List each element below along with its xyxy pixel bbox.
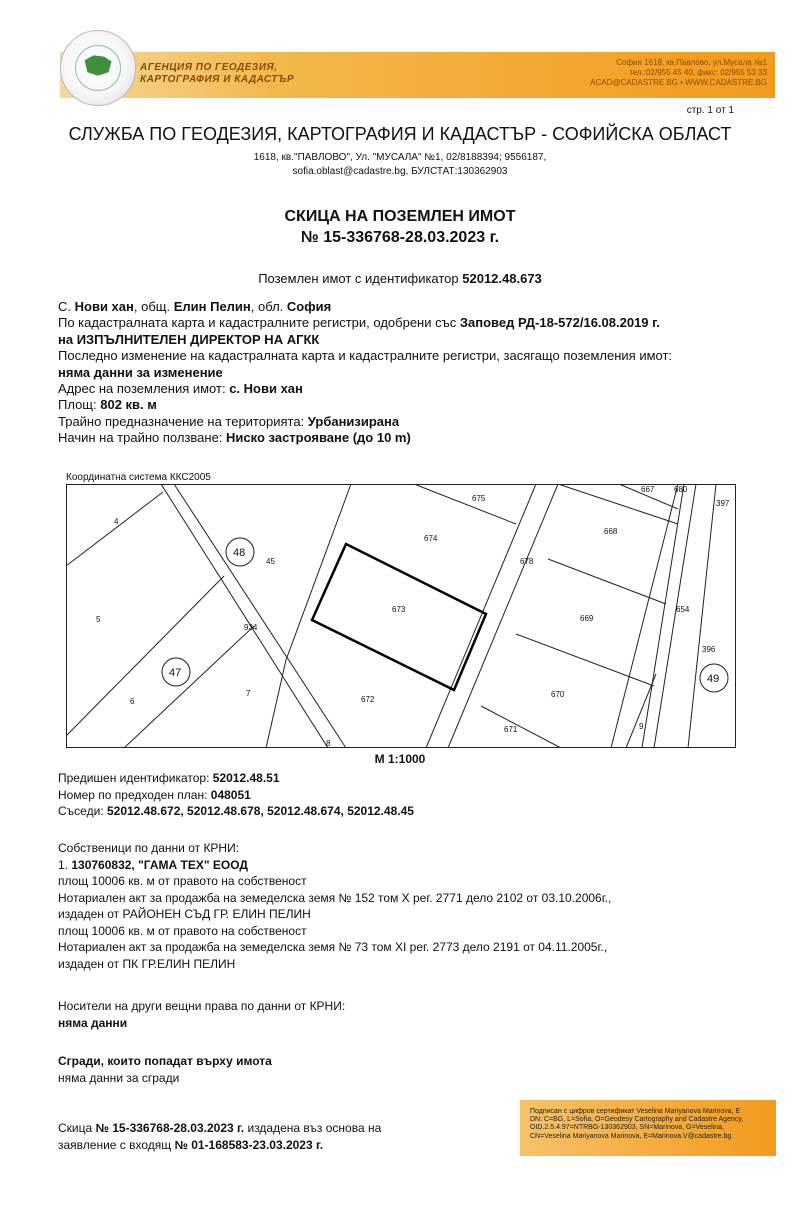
prev-id-line — [58, 770, 414, 787]
other-rights-value: няма данни — [58, 1015, 128, 1030]
parcel-label-396: 396 — [702, 645, 716, 654]
parcel-label-673: 673 — [392, 605, 406, 614]
parcel-line — [558, 484, 678, 524]
neighbors-label: Съседи: — [58, 804, 104, 818]
parcel-line — [626, 674, 656, 748]
purpose-value: Урбанизирана — [307, 413, 400, 429]
municipality-prefix: , общ. — [133, 299, 171, 314]
parcel-label-7: 7 — [246, 689, 251, 698]
order-number: Заповед РД-18-572/16.08.2019 г. — [459, 315, 660, 331]
parcel-label-4: 4 — [114, 517, 119, 526]
owner-value: 130760832, "ГАМА ТЕХ" ЕООД — [71, 857, 248, 872]
address-value: с. Нови хан — [229, 381, 303, 397]
issued-middle: издадена въз основа на — [247, 1121, 382, 1135]
agency-name — [140, 62, 294, 86]
digital-signature — [530, 1108, 770, 1141]
road-678-edge — [426, 484, 536, 748]
cadastral-map-svg — [66, 484, 736, 748]
owner-share-1: площ 10006 кв. м от правото на собственост — [58, 874, 307, 888]
issued-line-1 — [58, 1120, 508, 1137]
owner-deed-2: Нотариален акт за продажба на земеделска земя № 73 том XI рег. 2773 дело 2191 от 04.11.2005г., — [58, 940, 608, 954]
owners-heading: Собственици по данни от КРНИ: — [58, 841, 240, 855]
signature-line-2: DN: C=BG, L=Sofia, O=Geodesy Cartography and Cadastre Agency, — [530, 1116, 744, 1124]
area-value: 802 кв. м — [100, 397, 157, 413]
parcel-line — [414, 484, 516, 524]
purpose-label: Трайно предназначение на територията: — [58, 413, 305, 429]
parcel-label-6: 6 — [130, 697, 135, 706]
agency-name-line2: КАРТОГРАФИЯ И КАДАСТЪР — [140, 74, 295, 85]
last-change-value-line — [58, 365, 748, 381]
parcel-label-680: 680 — [674, 485, 688, 494]
area-line — [58, 397, 748, 413]
usage-label: Начин на трайно ползване: — [58, 430, 223, 446]
property-info — [58, 299, 748, 447]
purpose-line — [58, 414, 748, 430]
owner-share-2: площ 10006 кв. м от правото на собственост — [58, 923, 307, 938]
signature-line-4: CN=Veselina Mariyanova Marinova, E=Marinova.V@cadastre.bg — [530, 1132, 732, 1140]
neighbors-line — [58, 803, 414, 820]
settlement: Нови хан — [74, 299, 134, 314]
municipality: Елин Пелин — [173, 299, 251, 314]
settlement-prefix: С. — [58, 299, 71, 314]
usage-line — [58, 430, 748, 446]
prev-id-value: 52012.48.51 — [212, 771, 280, 785]
road-edge-left — [161, 484, 328, 748]
owner-issuer-1: издаден от РАЙОНЕН СЪД ГР. ЕЛИН ПЕЛИН — [58, 907, 311, 921]
document-number: № 15-336768-28.03.2023 г. — [300, 229, 500, 246]
signature-banner — [520, 1100, 776, 1156]
parcel-line — [66, 576, 224, 736]
parcel-label-675: 675 — [472, 494, 486, 503]
owner-deed-1: Нотариален акт за продажба на земеделска земя № 152 том Х рег. 2771 дело 2102 от 03.10.2006г., — [58, 890, 612, 905]
block-label-48: 48 — [233, 547, 246, 559]
prev-id-label: Предишен идентификатор: — [58, 771, 210, 785]
signature-line-3: OID.2.5.4.97=NTRBG-130362903, SN=Marinova, G=Veselina, — [530, 1124, 724, 1132]
parcel-label-670: 670 — [551, 690, 565, 699]
usage-value: Ниско застрояване (до 10 m) — [226, 430, 411, 446]
parcel-label-678: 678 — [520, 557, 534, 566]
cadastral-map-line — [58, 315, 748, 331]
neighbors-value: 52012.48.672, 52012.48.678, 52012.48.674, 52012.48.45 — [106, 804, 414, 818]
other-rights-heading: Носители на други вещни права по данни от КРНИ: — [58, 999, 346, 1013]
parcel-label-9: 9 — [639, 722, 644, 731]
department-email-line: sofia.oblast@cadastre.bg, БУЛСТАТ:130362903 — [292, 166, 508, 177]
parcel-line — [548, 559, 666, 604]
other-rights-section — [58, 998, 345, 1031]
department-title: СЛУЖБА ПО ГЕОДЕЗИЯ, КАРТОГРАФИЯ И КАДАСТЪР - СОФИЙСКА ОБЛАСТ — [68, 124, 732, 144]
buildings-section — [58, 1053, 272, 1086]
parcel-line — [481, 706, 561, 748]
document-title-text: СКИЦА НА ПОЗЕМЛЕН ИМОТ — [284, 208, 516, 225]
owners-section — [58, 840, 611, 972]
prev-plan-line — [58, 787, 414, 804]
parcel-label-669: 669 — [580, 614, 594, 623]
cadastral-map — [66, 484, 736, 748]
issued-note — [58, 1120, 508, 1153]
parcel-label-45: 45 — [266, 557, 275, 566]
issued-request: № 01-168583-23.03.2023 г. — [174, 1137, 324, 1152]
parcel-label-671: 671 — [504, 725, 518, 734]
block-label-49: 49 — [707, 673, 720, 685]
region-prefix: , обл. — [250, 299, 284, 314]
coordinate-system-label: Координатна система ККС2005 — [66, 472, 211, 483]
prev-plan-value: 048051 — [210, 787, 251, 802]
agency-banner — [60, 52, 775, 98]
road-edge-right — [174, 484, 346, 748]
region: София — [286, 299, 332, 314]
agency-contact-address: София 1618, кв.Павлово, ул.Мусала №1 — [616, 58, 767, 67]
page-number: стр. 1 от 1 — [686, 105, 734, 116]
parcel-line — [124, 626, 254, 748]
map-text: По кадастралната карта и кадастралните регистри, одобрени със — [58, 315, 457, 331]
parcel-label-667: 667 — [641, 485, 655, 494]
owner-line — [58, 857, 611, 874]
prev-plan-label: Номер по предходен план: — [58, 787, 208, 802]
order-by-line — [58, 332, 748, 348]
issued-prefix: Скица — [58, 1121, 93, 1135]
agency-name-line1: АГЕНЦИЯ ПО ГЕОДЕЗИЯ, — [140, 62, 278, 73]
parcel-line — [66, 492, 163, 566]
parcel-line — [611, 484, 678, 748]
last-change-label: Последно изменение на кадастралната карта и кадастралните регистри, засягащо поземления имот: — [58, 348, 673, 364]
parcel-label-397: 397 — [716, 499, 730, 508]
department-address-line: 1618, кв."ПАВЛОВО", Ул. "МУСАЛА" №1, 02/8188394; 9556187, — [253, 152, 547, 163]
road-right-edge — [654, 484, 696, 748]
identifier-value: 52012.48.673 — [462, 271, 542, 286]
issued-line-2 — [58, 1137, 508, 1154]
agency-contact-phone: тел.:02/955 45 40, факс: 02/955 53 33 — [629, 68, 767, 77]
signature-line-1: Подписан с цифров сертификат Veselina Mariyanova Marinova, E — [530, 1108, 741, 1115]
road-right-edge — [642, 484, 684, 748]
agency-contact-web: ACAD@CADASTRE.BG • WWW.CADASTRE.BG — [590, 78, 767, 87]
parcel-label-8: 8 — [326, 739, 331, 748]
buildings-value: няма данни за сгради — [58, 1070, 180, 1085]
last-change-value: няма данни за изменение — [58, 364, 223, 380]
owner-number: 1. — [58, 857, 69, 872]
parcel-label-5: 5 — [96, 615, 101, 624]
map-scale: М 1:1000 — [374, 752, 426, 766]
agency-logo-icon — [60, 30, 136, 106]
road-678-edge — [448, 484, 558, 748]
identifier-line — [0, 271, 800, 286]
department-address — [0, 151, 800, 179]
area-label: Площ: — [58, 397, 97, 413]
address-label: Адрес на поземления имот: — [58, 381, 226, 397]
location-line — [58, 299, 748, 315]
order-by: на ИЗПЪЛНИТЕЛЕН ДИРЕКТОР НА АГКК — [58, 331, 320, 347]
parcel-label-668: 668 — [604, 527, 618, 536]
address-line — [58, 381, 748, 397]
parcel-label-672: 672 — [361, 695, 375, 704]
parcel-label-934: 934 — [244, 623, 258, 632]
subject-parcel-673 — [312, 544, 486, 690]
parcel-label-674: 674 — [424, 534, 438, 543]
owner-issuer-2: издаден от ПК ГР.ЕЛИН ПЕЛИН — [58, 956, 236, 971]
agency-contact — [590, 58, 767, 88]
previous-info — [58, 770, 414, 820]
identifier-label: Поземлен имот с идентификатор — [258, 271, 459, 286]
issued-number: № 15-336768-28.03.2023 г. — [95, 1121, 245, 1135]
document-title — [0, 206, 800, 248]
parcel-label-654: 654 — [676, 605, 690, 614]
buildings-heading: Сгради, които попадат върху имота — [58, 1054, 272, 1068]
parcel-line — [266, 660, 286, 748]
block-label-47: 47 — [169, 667, 182, 679]
road-right-edge — [688, 484, 716, 748]
issued-line2-prefix: заявление с входящ — [58, 1137, 172, 1152]
